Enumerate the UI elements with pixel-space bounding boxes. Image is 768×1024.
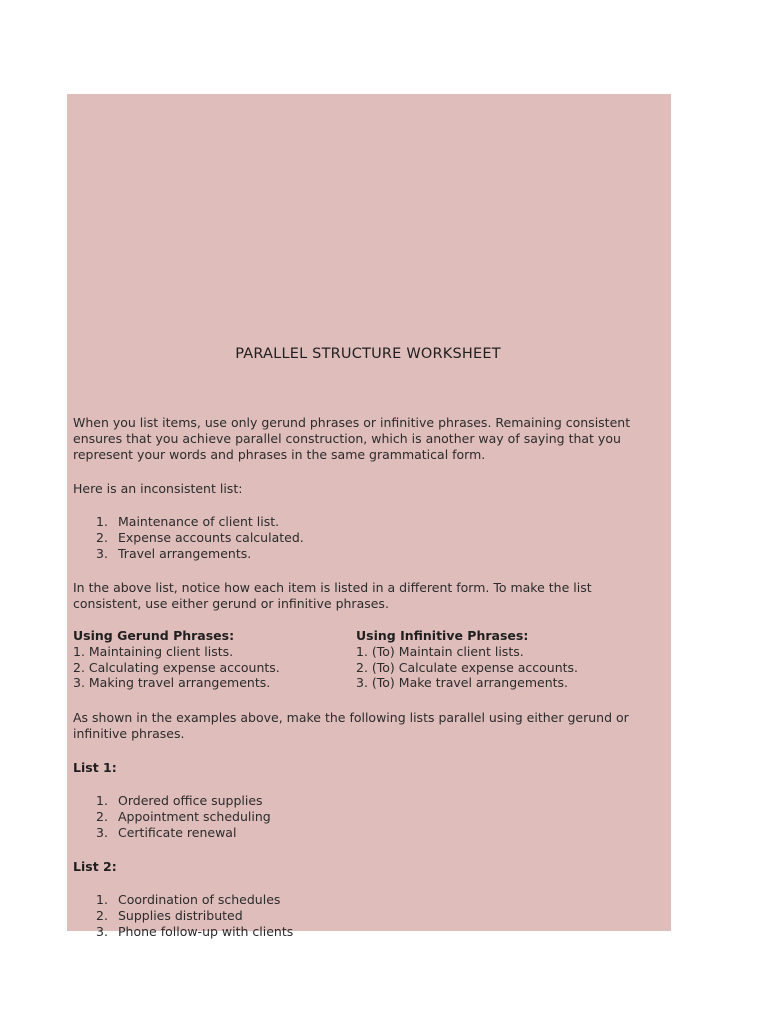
list2-heading: List 2:: [73, 859, 117, 874]
page-title: PARALLEL STRUCTURE WORKSHEET: [235, 346, 501, 362]
worksheet-page: [67, 94, 671, 939]
infinitive-item: 1. (To) Maintain client lists.: [356, 643, 524, 659]
gerund-item: 3. Making travel arrangements.: [73, 675, 271, 691]
instructions-paragraph: As shown in the examples above, make the following lists parallel using either gerund or infinitive phrases.: [73, 710, 629, 741]
list-item: 3. Certificate renewal: [96, 824, 237, 840]
infinitive-heading: Using Infinitive Phrases:: [356, 628, 529, 643]
list-item: 2. Appointment scheduling: [96, 808, 271, 824]
infinitive-item: 3. (To) Make travel arrangements.: [356, 675, 569, 691]
list-item: 2. Supplies distributed: [96, 907, 243, 923]
notice-paragraph: In the above list, notice how each item is listed in a different form. To make the list consistent, use either gerund or infinitive phrases.: [73, 580, 592, 611]
list-item: 3. Travel arrangements.: [96, 545, 252, 561]
gerund-column: [73, 628, 353, 691]
list-item: 1. Ordered office supplies: [96, 793, 263, 808]
list2: [73, 892, 293, 939]
inconsistent-list: [73, 514, 304, 561]
gerund-item: 1. Maintaining client lists.: [73, 643, 234, 659]
infinitive-column: [356, 628, 636, 691]
list-item: 1. Coordination of schedules: [96, 892, 281, 907]
gerund-item: 2. Calculating expense accounts.: [73, 659, 280, 675]
gerund-heading: Using Gerund Phrases:: [73, 628, 235, 643]
list-item: 1. Maintenance of client list.: [96, 514, 280, 529]
infinitive-item: 2. (To) Calculate expense accounts.: [356, 659, 579, 675]
intro-paragraph: When you list items, use only gerund phrases or infinitive phrases. Remaining consistent ensures that you achieve parallel construction, which is another way of saying that you represent your words and phrases in the same grammatical form.: [73, 415, 631, 462]
list1: [73, 793, 271, 840]
inconsistent-heading: Here is an inconsistent list:: [73, 481, 243, 496]
list1-heading: List 1:: [73, 760, 117, 775]
list-item: 2. Expense accounts calculated.: [96, 529, 304, 545]
list-item: 3. Phone follow-up with clients: [96, 923, 294, 939]
